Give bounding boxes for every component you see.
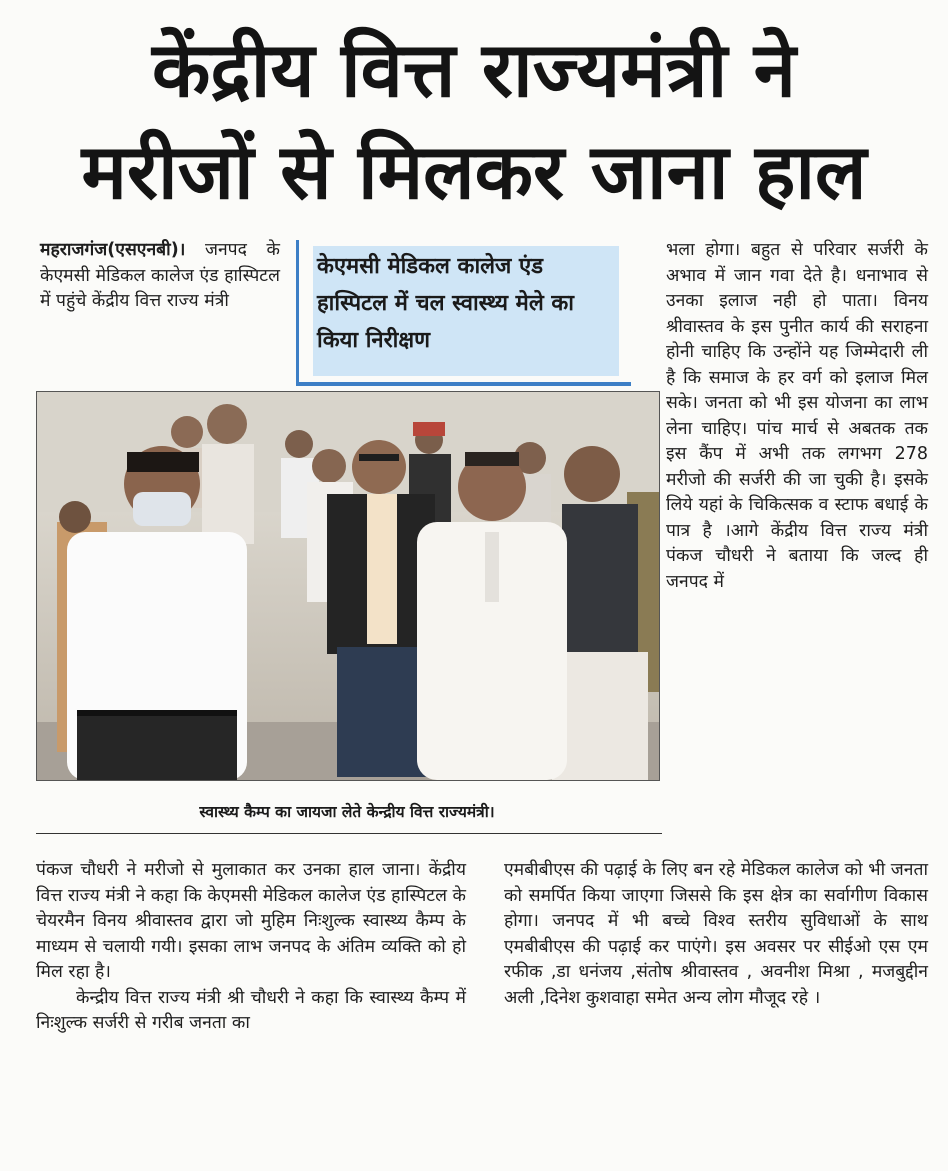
article-intro-column bbox=[40, 238, 280, 315]
headline-line-1: केंद्रीय वित्त राज्यमंत्री ने bbox=[152, 25, 796, 114]
photo-illustration bbox=[37, 392, 659, 780]
divider-rule bbox=[36, 833, 662, 834]
photo-caption: स्वास्थ्य कैम्प का जायजा लेते केन्द्रीय वित्त राज्यमंत्री। bbox=[199, 803, 495, 821]
pull-quote-box bbox=[296, 240, 631, 386]
intro-text: जनपद के केएमसी मेडिकल कालेज एंड हास्पिटल में पहुंचे केंद्रीय वित्त राज्य मंत्री bbox=[40, 240, 280, 311]
article-bottom-right-column bbox=[504, 858, 928, 1011]
bottom-left-paragraph-2: केन्द्रीय वित्त राज्य मंत्री श्री चौधरी ने कहा कि स्वास्थ्य कैम्प में निःशुल्क सर्जरी से गरीब जनता का bbox=[36, 987, 466, 1033]
headline-line-2: मरीजों से मिलकर जाना हाल bbox=[81, 127, 867, 216]
pull-quote-text: केएमसी मेडिकल कालेज एंड हास्पिटल में चल स्वास्थ्य मेले का किया निरीक्षण bbox=[317, 254, 574, 353]
dateline: महराजगंज(एसएनबी)। bbox=[40, 240, 186, 260]
bottom-right-paragraph: एमबीबीएस की पढ़ाई के लिए बन रहे मेडिकल कालेज को भी जनता को समर्पित किया जाएगा जिससे कि इस क्षेत्र का सर्वागीण विकास होगा। जनपद में भी बच्चे विश्व स्तरीय सुविधाओं के साथ एमबीबीएस की पढ़ाई कर पाएंगे। इस अवसर पर सीईओ एस एम रफीक ,डा धनंजय ,संतोष श्रीवास्तव , अवनीश मिश्रा , मजबुद्दीन अली ,दिनेश कुशवाहा समेत अन्य लोग मौजूद रहे । bbox=[504, 860, 928, 1008]
news-photo bbox=[36, 391, 660, 781]
bottom-left-paragraph-1: पंकज चौधरी ने मरीजो से मुलाकात कर उनका हाल जाना। केंद्रीय वित्त राज्य मंत्री ने कहा कि केएमसी मेडिकल कालेज एंड हास्पिटल के चेयरमैन विनय श्रीवास्तव द्वारा जो मुहिम निःशुल्क स्वास्थ्य कैम्प के माध्यम से चलायी गयी। इसका लाभ जनपद के अंतिम व्यक्ति को हो मिल रहा है। bbox=[36, 860, 466, 982]
article-right-column bbox=[666, 238, 928, 595]
right-column-text: भला होगा। बहुत से परिवार सर्जरी के अभाव में जान गवा देते है। धनाभाव से उनका इलाज नही हो पाता। विनय श्रीवास्तव के इस पुनीत कार्य की सराहना होनी चाहिए कि उन्होंने यह जिम्मेदारी ली है कि समाज के हर वर्ग को इलाज मिल सके। जनता को भी इस योजना का लाभ लेना चाहिए। पांच मार्च से अबतक तक इस कैंप में अभी तक लगभग 278 मरीजो की सर्जरी की जा चुकी है। इसके लिये यहां के चिकित्सक व स्टाफ बधाई के पात्र है ।आगे केंद्रीय वित्त राज्य मंत्री पंकज चौधरी ने बताया कि जल्द ही जनपद में bbox=[666, 240, 928, 592]
article-intro bbox=[40, 238, 280, 315]
article-bottom-left-column bbox=[36, 858, 466, 1037]
